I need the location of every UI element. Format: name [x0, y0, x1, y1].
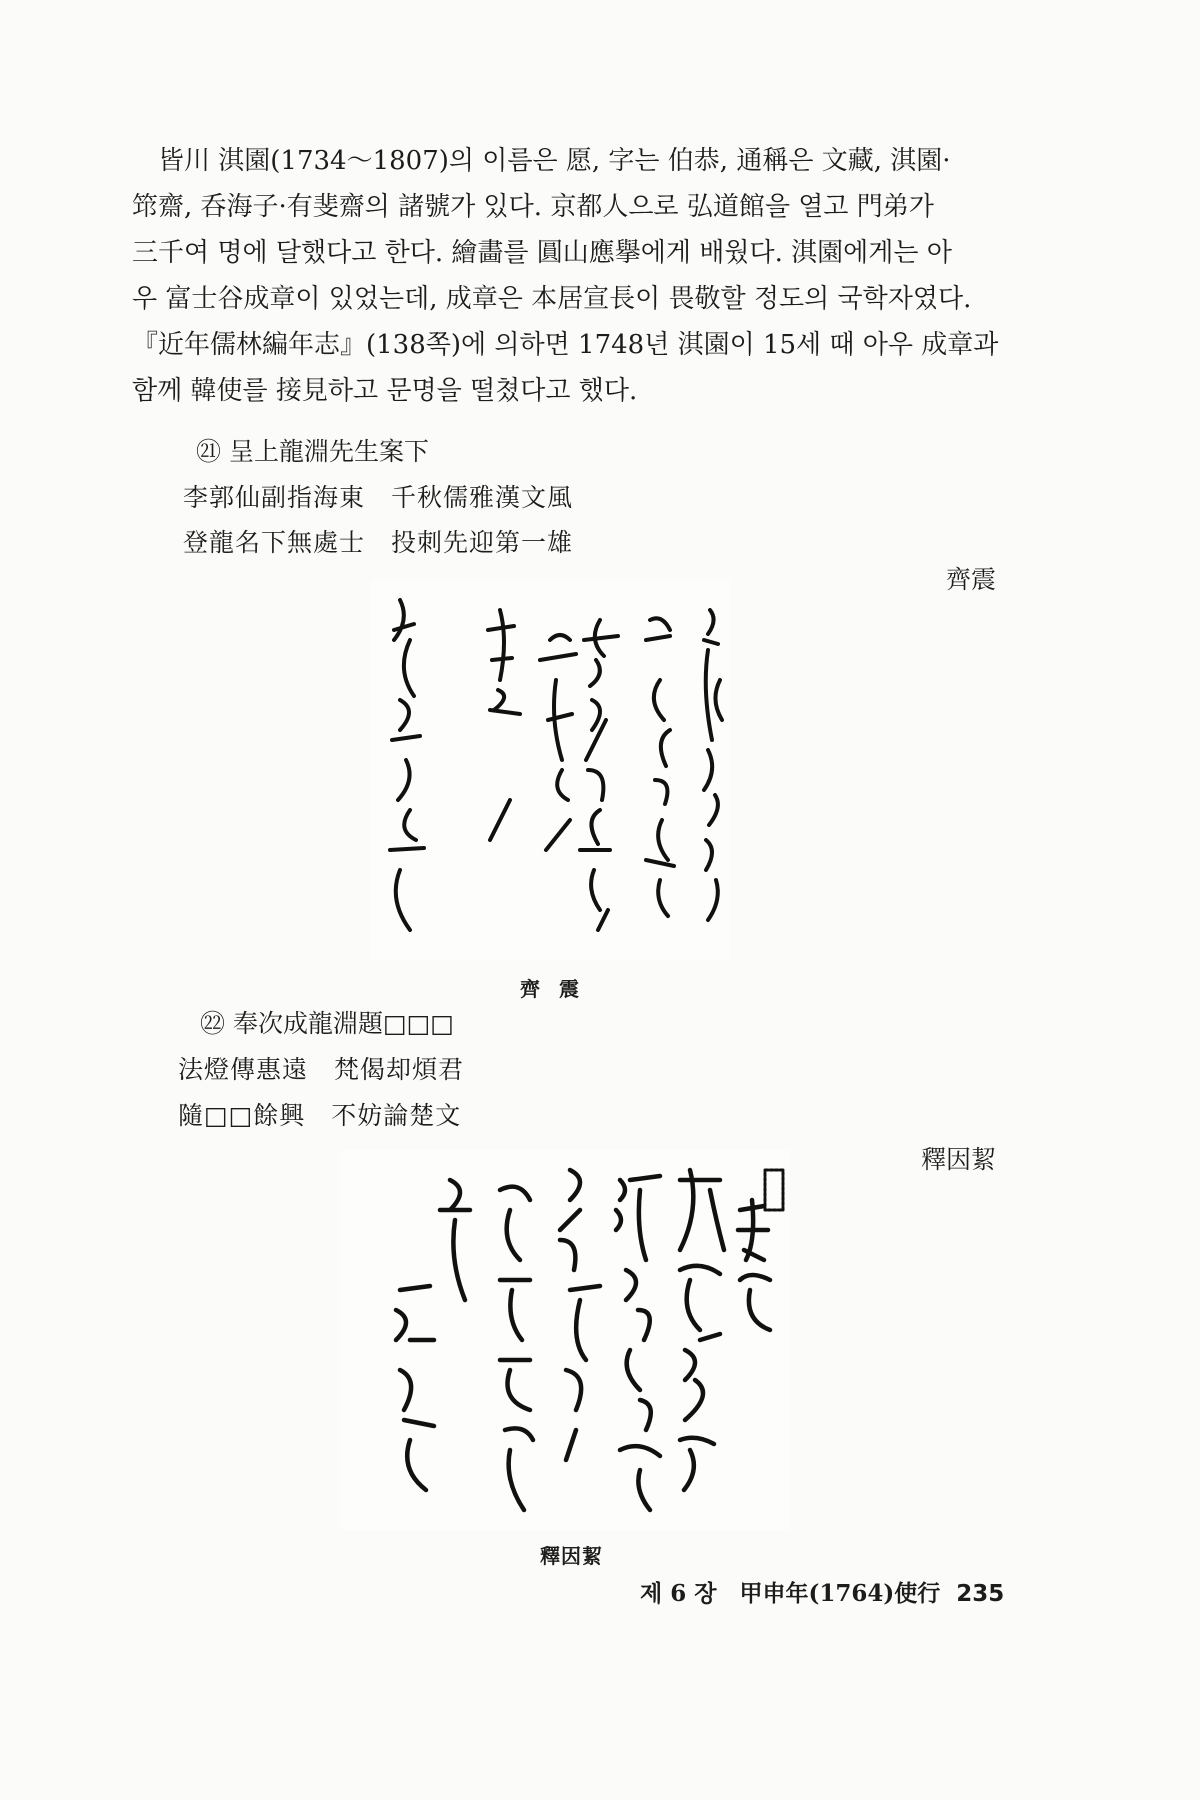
intro-line: 三千여 명에 달했다고 한다. 繪畵를 圓山應擧에게 배웠다. 淇園에게는 아 [132, 238, 952, 268]
poem-22-title: ㉒ 奉次成龍淵題□□□ [200, 1009, 454, 1038]
intro-line: 筇齋, 呑海子·有斐齋의 諸號가 있다. 京都人으로 弘道館을 열고 門弟가 [132, 192, 934, 222]
poem-21-line-1: 李郭仙副指海東 千秋儒雅漢文風 [183, 483, 574, 512]
intro-line: 우 富士谷成章이 있었는데, 成章은 本居宣長이 畏敬할 정도의 국학자였다. [132, 284, 972, 314]
poem-21-calligraphy-image [370, 580, 730, 960]
intro-line: 皆川 淇園(1734～1807)의 이름은 愿, 字는 伯恭, 通稱은 文藏, 淇園· [158, 146, 951, 176]
poem-21-title: ㉑ 呈上龍淵先生案下 [196, 437, 429, 466]
poem-21-line-2: 登龍名下無處士 投刺先迎第一雄 [183, 528, 574, 557]
poem-22-line-2: 隨□□餘興 不妨論楚文 [178, 1101, 462, 1130]
page-number: 235 [956, 1581, 1005, 1607]
poem-22-caption: 釋因絜 [540, 1544, 603, 1568]
poem-22-author: 釋因絜 [920, 1145, 996, 1174]
poem-21-author: 齊震 [945, 565, 996, 594]
intro-line: 함께 韓使를 接見하고 문명을 떨쳤다고 했다. [132, 376, 638, 406]
poem-22-line-1: 法燈傳惠遠 梵偈却煩君 [178, 1055, 465, 1084]
page-footer [640, 1575, 1004, 1608]
poem-22-calligraphy-image [340, 1150, 790, 1530]
poem-21-caption: 齊 震 [520, 977, 585, 1001]
intro-line: 『近年儒林編年志』(138쪽)에 의하면 1748년 淇園이 15세 때 아우 成章과 [132, 330, 999, 360]
intro-paragraph [132, 138, 1022, 414]
chapter-heading: 제 6 장 甲申年(1764)使行 [640, 1580, 941, 1607]
